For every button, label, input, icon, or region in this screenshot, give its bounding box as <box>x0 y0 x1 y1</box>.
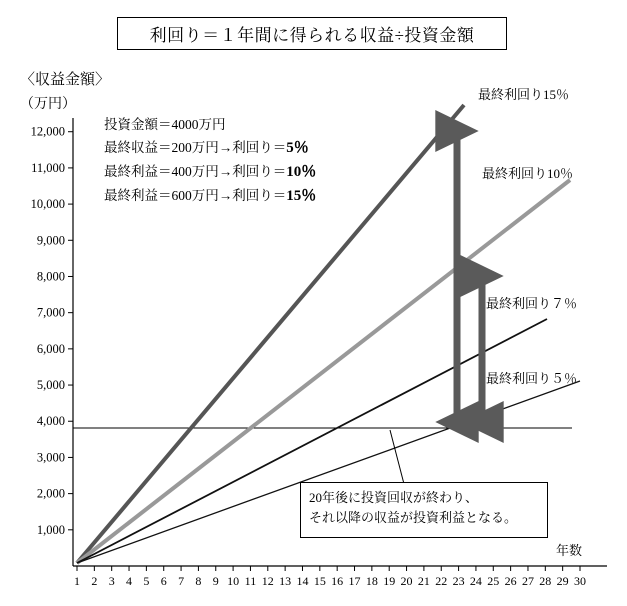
series-label-yield7: 最終利回り７％ <box>486 296 578 311</box>
callout-leader-line <box>390 430 404 484</box>
calc-line-3-text: 最終利益＝400万円→利回り＝ <box>104 164 287 180</box>
x-tick-label: 28 <box>539 574 552 588</box>
x-tick-label: 19 <box>383 574 396 588</box>
x-axis-ticks <box>74 566 586 588</box>
x-tick-label: 2 <box>91 574 98 588</box>
page-title: 利回り＝１年間に得られる収益÷投資金額 <box>117 17 507 50</box>
x-tick-label: 21 <box>417 574 430 588</box>
x-tick-label: 6 <box>160 574 167 588</box>
y-axis-ticks <box>31 125 73 537</box>
y-tick-label: 9,000 <box>36 233 65 248</box>
x-tick-label: 14 <box>296 574 309 588</box>
x-tick-label: 23 <box>452 574 465 588</box>
x-tick-label: 11 <box>244 574 257 588</box>
calc-line-2-text: 最終収益＝200万円→利回り＝ <box>104 139 287 155</box>
y-tick-label: 2,000 <box>36 486 65 501</box>
x-tick-label: 8 <box>195 574 202 588</box>
x-tick-label: 1 <box>74 574 80 588</box>
x-tick-label: 18 <box>365 574 378 588</box>
series-label-yield10: 最終利回り10％ <box>482 166 574 181</box>
x-tick-label: 16 <box>331 574 344 588</box>
y-tick-label: 6,000 <box>36 341 65 356</box>
x-tick-label: 15 <box>313 574 326 588</box>
series-label-yield5: 最終利回り５％ <box>486 371 578 386</box>
calc-line-1: 投資金額＝4000万円 <box>104 117 226 132</box>
x-tick-label: 5 <box>143 574 150 588</box>
x-tick-label: 9 <box>212 574 219 588</box>
y-tick-label: 11,000 <box>31 160 65 175</box>
y-tick-label: 10,000 <box>30 197 65 212</box>
y-tick-label: 1,000 <box>36 522 65 537</box>
x-tick-label: 26 <box>504 574 517 588</box>
y-tick-label: 12,000 <box>30 124 65 139</box>
x-tick-label: 13 <box>279 574 292 588</box>
y-tick-label: 8,000 <box>36 269 65 284</box>
calc-line-2-value: 5％ <box>286 139 309 156</box>
x-tick-label: 22 <box>435 574 448 588</box>
x-tick-label: 30 <box>574 574 586 588</box>
x-tick-label: 17 <box>348 574 361 588</box>
x-tick-label: 12 <box>261 574 274 588</box>
x-tick-label: 4 <box>126 574 133 588</box>
y-tick-label: 7,000 <box>36 305 65 320</box>
x-tick-label: 29 <box>556 574 569 588</box>
y-tick-label: 4,000 <box>36 414 65 429</box>
x-tick-label: 7 <box>178 574 185 588</box>
calc-line-4-text: 最終利益＝600万円→利回り＝ <box>104 188 287 204</box>
y-tick-label: 5,000 <box>36 378 65 393</box>
y-tick-label: 3,000 <box>36 450 65 465</box>
x-tick-label: 25 <box>487 574 500 588</box>
x-tick-label: 3 <box>108 574 115 588</box>
x-tick-label: 24 <box>469 574 482 588</box>
y-axis-label: 〈収益金額〉 <box>20 72 111 88</box>
calc-line-3-value: 10％ <box>286 164 317 181</box>
callout-line-2: それ以降の収益が投資利益となる。 <box>309 510 518 526</box>
x-tick-label: 10 <box>227 574 240 588</box>
callout-line-1: 20年後に投資回収が終わり、 <box>309 490 479 505</box>
x-tick-label: 20 <box>400 574 413 588</box>
callout-box <box>300 482 548 538</box>
x-tick-label: 27 <box>521 574 534 588</box>
series-label-yield15: 最終利回り15％ <box>478 87 570 102</box>
calc-line-4-value: 15％ <box>286 188 317 205</box>
y-axis-unit-label: （万円） <box>20 97 76 112</box>
x-axis-label: 年数 <box>556 543 583 558</box>
